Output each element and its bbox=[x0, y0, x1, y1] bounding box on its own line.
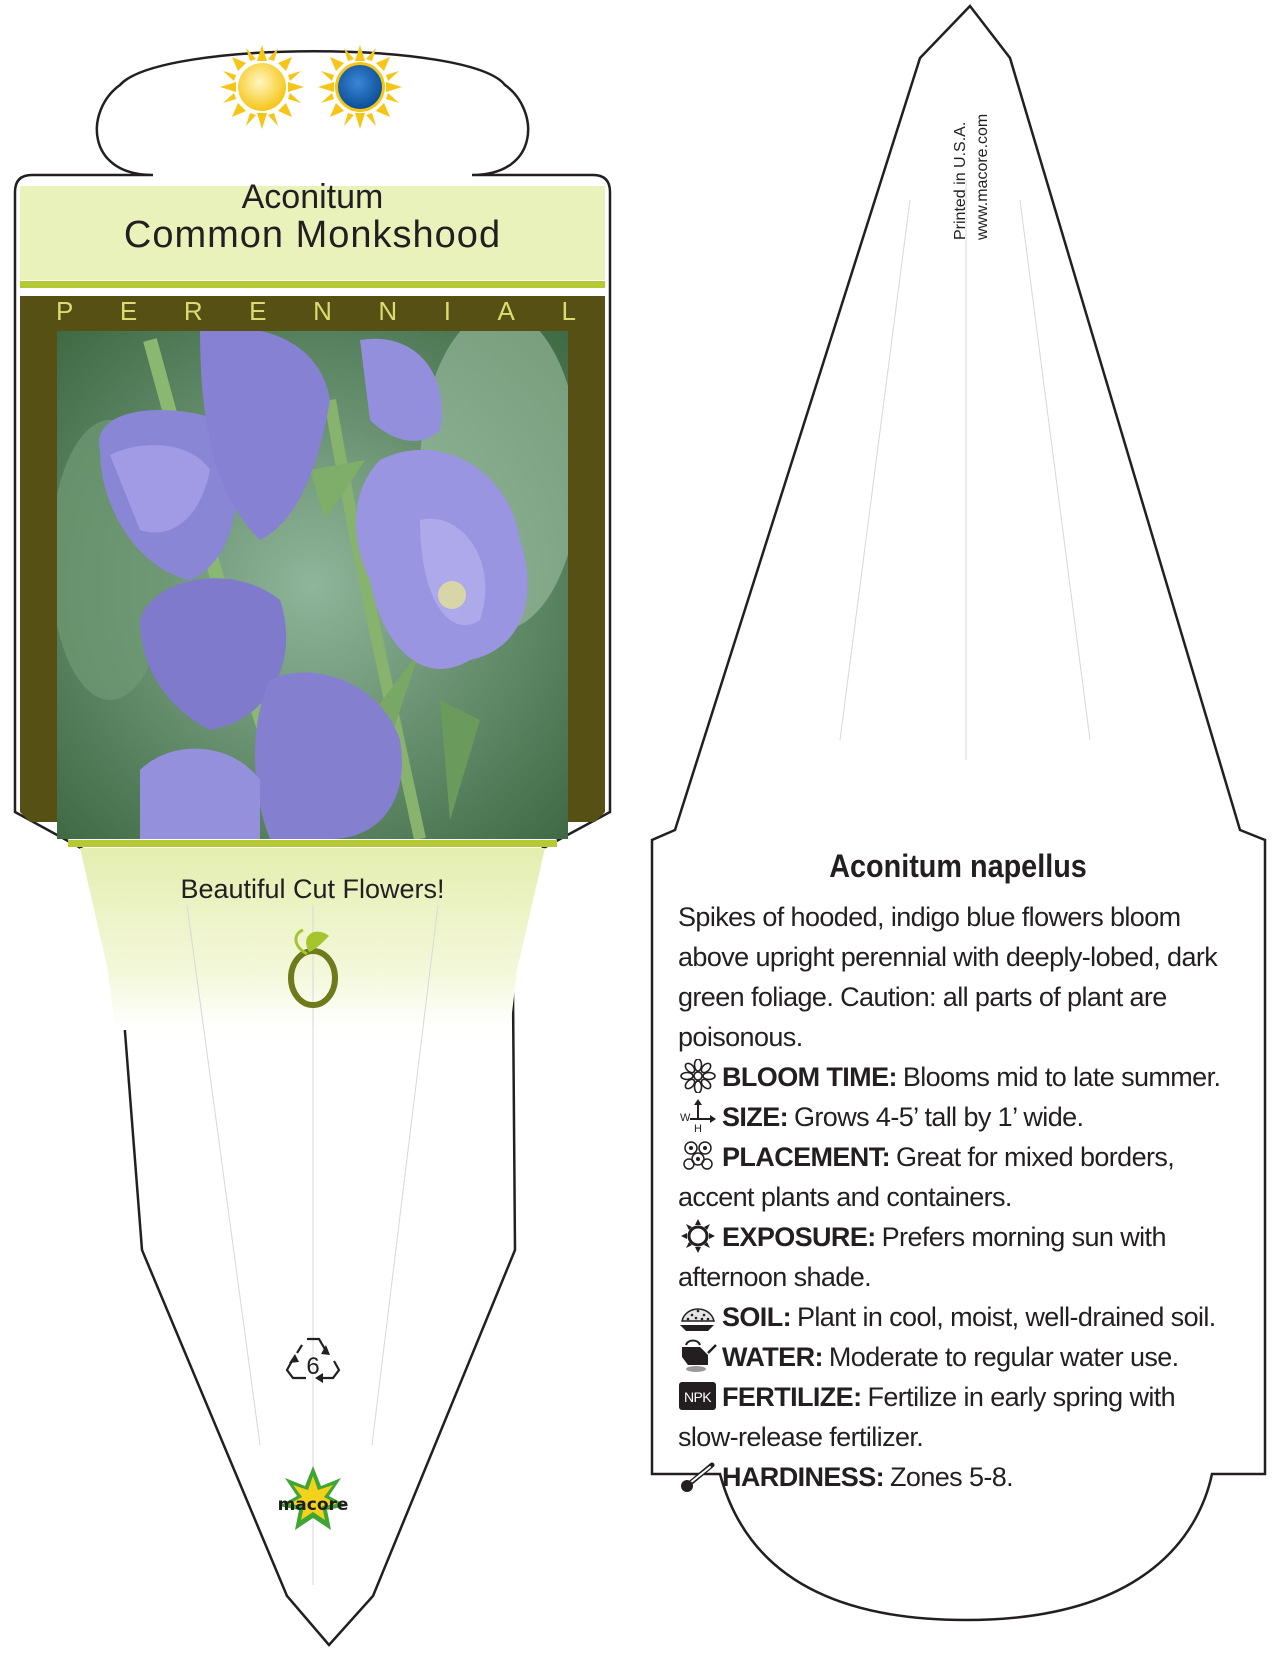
npk-label: NPK bbox=[684, 1389, 711, 1405]
website-line: www.macore.com bbox=[974, 113, 991, 240]
care-label: PLACEMENT: bbox=[722, 1142, 890, 1172]
back-info bbox=[678, 848, 1238, 1497]
size-arrows-icon bbox=[678, 1099, 718, 1133]
size-h-label: H bbox=[694, 1123, 702, 1133]
care-label: FERTILIZE: bbox=[722, 1382, 862, 1412]
care-label: WATER: bbox=[722, 1342, 823, 1372]
title-band bbox=[20, 281, 605, 288]
care-text: Blooms mid to late summer. bbox=[902, 1062, 1221, 1092]
care-text: Moderate to regular water use. bbox=[828, 1342, 1179, 1372]
printed-line: Printed in U.S.A. bbox=[952, 121, 969, 240]
care-row-hardiness bbox=[678, 1457, 1238, 1497]
care-label: BLOOM TIME: bbox=[722, 1062, 897, 1092]
care-row-soil bbox=[678, 1297, 1238, 1337]
care-text: Prefers morning sun with afternoon shade. bbox=[678, 1222, 1166, 1292]
placement-flowers-icon bbox=[678, 1139, 718, 1173]
category-letter: N bbox=[313, 296, 332, 326]
care-label: HARDINESS: bbox=[722, 1462, 885, 1492]
care-row-bloom bbox=[678, 1057, 1238, 1097]
common-name-title: Common Monkshood bbox=[123, 214, 502, 256]
part-sun-icon bbox=[318, 45, 402, 129]
printed-info bbox=[950, 50, 991, 240]
full-sun-icon bbox=[220, 45, 304, 129]
care-row-fertilize bbox=[678, 1377, 1238, 1457]
care-text: Plant in cool, moist, well-drained soil. bbox=[797, 1302, 1216, 1332]
plant-photo bbox=[50, 310, 580, 839]
description: Spikes of hooded, indigo blue flowers bloom above upright perennial with deeply-lobed, dark green foliage. Caution: all parts of plant are poisonous. bbox=[678, 902, 1218, 1052]
care-row-placement bbox=[678, 1137, 1238, 1217]
care-text: Great for mixed borders, accent plants and containers. bbox=[678, 1142, 1175, 1212]
category-label bbox=[56, 296, 576, 327]
care-text: Zones 5-8. bbox=[890, 1462, 1014, 1492]
botanical-name: Aconitum napellus bbox=[829, 848, 1087, 884]
tagline: Beautiful Cut Flowers! bbox=[180, 874, 445, 904]
care-label: EXPOSURE: bbox=[722, 1222, 876, 1252]
soil-icon bbox=[678, 1299, 718, 1333]
genus-title: Aconitum bbox=[241, 178, 384, 216]
sun-icon bbox=[678, 1219, 718, 1253]
category-letter: E bbox=[249, 296, 267, 326]
category-letter: E bbox=[119, 296, 138, 326]
tagline-band bbox=[68, 840, 557, 847]
care-row-exposure bbox=[678, 1217, 1238, 1297]
category-letter: I bbox=[443, 296, 451, 326]
care-row-size bbox=[678, 1097, 1238, 1137]
category-letter: L bbox=[561, 296, 576, 326]
care-label: SOIL: bbox=[722, 1302, 791, 1332]
recycle-number: 6 bbox=[306, 1353, 320, 1380]
category-letter: R bbox=[183, 296, 203, 326]
size-w-label: W bbox=[680, 1112, 690, 1124]
brand-name: macore bbox=[277, 1495, 349, 1515]
watering-can-icon bbox=[678, 1339, 718, 1373]
care-text: Grows 4-5’ tall by 1’ wide. bbox=[794, 1102, 1084, 1132]
category-letter: P bbox=[56, 296, 74, 326]
category-letter: A bbox=[497, 296, 515, 326]
care-row-water bbox=[678, 1337, 1238, 1377]
care-label: SIZE: bbox=[722, 1102, 789, 1132]
thermometer-icon bbox=[678, 1459, 718, 1493]
npk-icon bbox=[678, 1379, 718, 1413]
category-letter: N bbox=[378, 296, 398, 326]
flower-icon bbox=[678, 1059, 718, 1093]
care-text: Fertilize in early spring with slow-release fertilizer. bbox=[678, 1382, 1176, 1452]
